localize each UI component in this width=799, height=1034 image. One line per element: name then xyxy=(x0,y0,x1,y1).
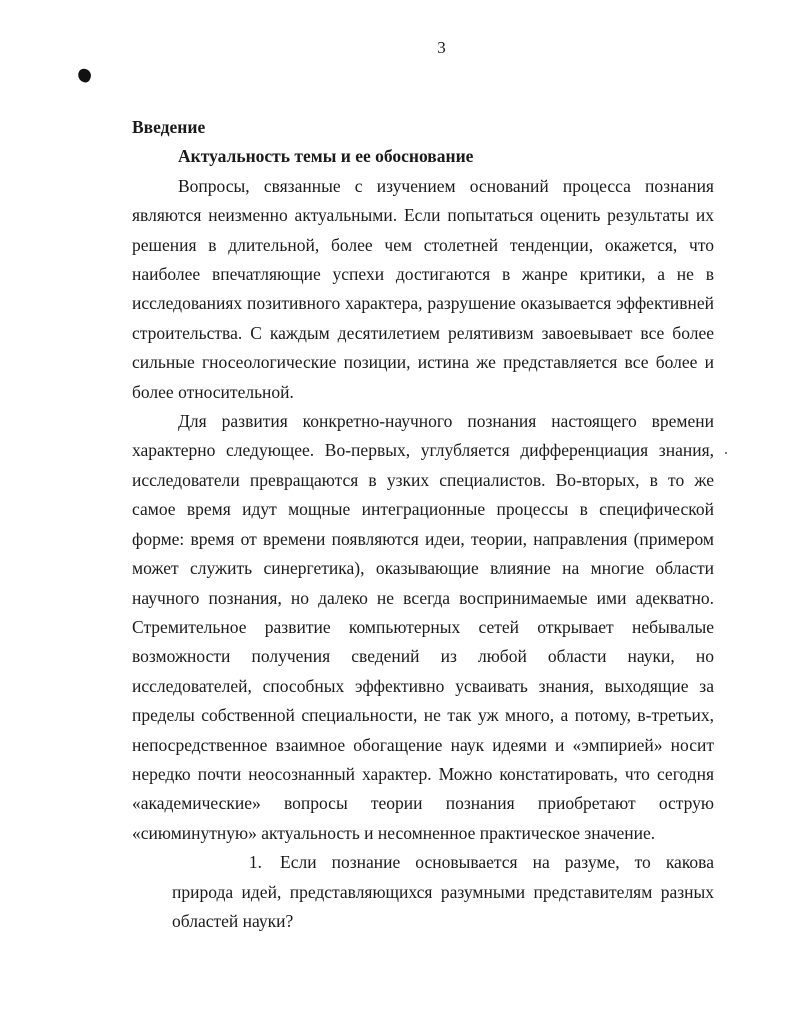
paragraph-1: Вопросы, связанные с изучением оснований процесса познания являются неизменно актуальными. Если попытаться оценить результаты их решения в длительной, более чем столетней тенденции, окажется, что наиболее впечатляющие успехи достигаются в жанре критики, а не в исследованиях позитивного характера, разрушение оказывается эффективней строительства. С каждым десятилетием релятивизм завоевывает все более сильные гносеологические позиции, истина же представляется все более и более относительной. xyxy=(132,175,714,402)
section-subtitle: Актуальность темы и ее обоснование xyxy=(178,146,474,167)
scan-mark xyxy=(76,67,93,84)
page-number: 3 xyxy=(437,38,446,57)
list-item xyxy=(172,848,714,936)
section-title: Введение xyxy=(132,117,206,137)
scan-speck xyxy=(725,452,727,454)
document-body xyxy=(132,113,714,936)
list-item-text: Если познание основывается на разуме, то какова природа идей, представляющихся разумными представителям разных областей науки? xyxy=(172,852,714,931)
list-item-number: 1. xyxy=(248,852,262,873)
paragraph-2: Для развития конкретно-научного познания настоящего времени характерно следующее. Во-первых, углубляется дифференциация знания, исследователи превращаются в узких специалистов. Во-вторых, в то же самое время идут мощные интеграционные процессы в специфической форме: время от времени появляются идеи, теории, направления (примером может служить синергетика), оказывающие влияние на многие области научного познания, но далеко не всегда воспринимаемые ими адекватно. Стремительное развитие компьютерных сетей открывает небывалые возможности получения сведений из любой области науки, но исследователей, способных эффективно усваивать знания, выходящие за пределы собственной специальности, не так уж много, а потому, в-третьих, непосредственное взаимное обогащение наук идеями и «эмпирией» носит нередко почти неосознанный характер. Можно констатировать, что сегодня «академические» вопросы теории познания приобретают острую «сиюминутную» актуальность и несомненное практическое значение. xyxy=(132,411,714,843)
